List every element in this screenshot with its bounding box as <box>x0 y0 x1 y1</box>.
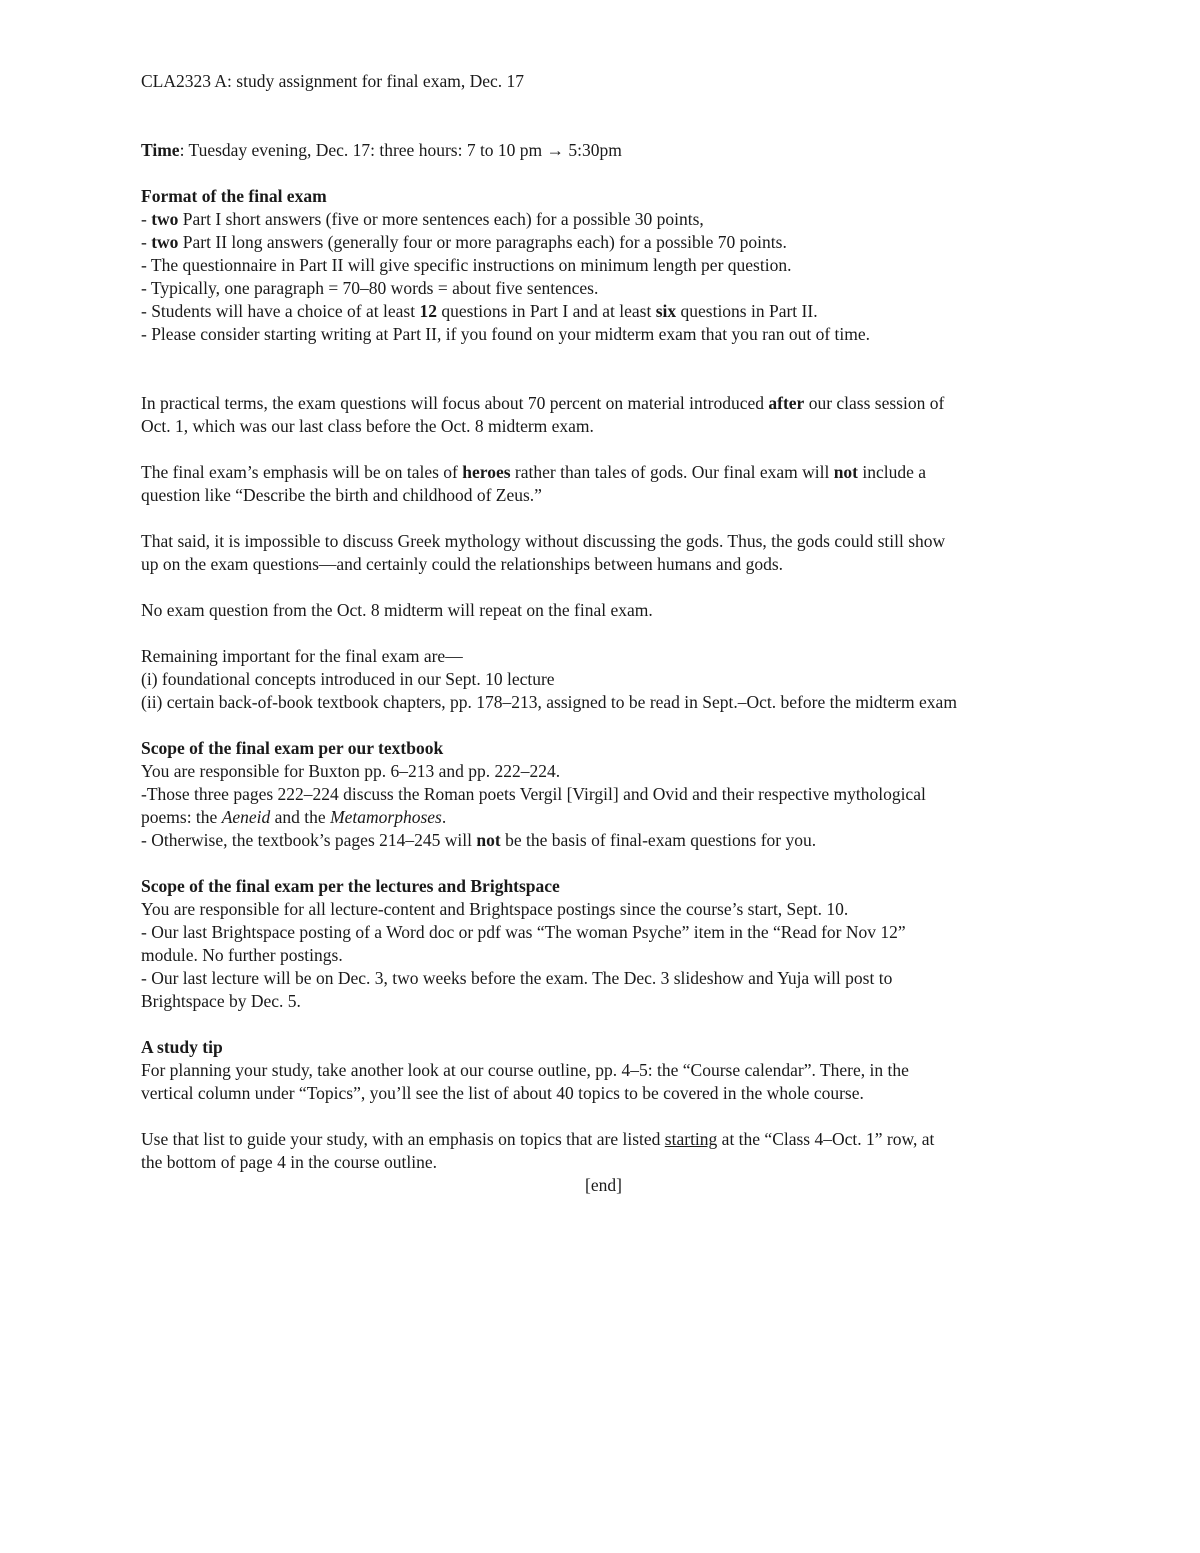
scope-textbook-line-3: poems: the Aeneid and the Metamorphoses. <box>141 807 447 827</box>
scope-textbook-heading: Scope of the final exam per our textbook <box>141 738 444 758</box>
practical-line-1: In practical terms, the exam questions will focus about 70 percent on material introduced after our class session of <box>141 393 945 413</box>
remaining-line-2: (i) foundational concepts introduced in our Sept. 10 lecture <box>141 669 555 689</box>
scope-lectures-heading: Scope of the final exam per the lectures and Brightspace <box>141 876 560 896</box>
format-heading: Format of the final exam <box>141 186 327 206</box>
tip-line-2: vertical column under “Topics”, you’ll see the list of about 40 topics to be covered in the whole course. <box>141 1083 864 1103</box>
scope-lectures-line-4: - Our last lecture will be on Dec. 3, two weeks before the exam. The Dec. 3 slideshow and Yuja will post to <box>141 968 893 988</box>
format-line-3: - The questionnaire in Part II will give specific instructions on minimum length per question. <box>141 255 792 275</box>
norepeat-line: No exam question from the Oct. 8 midterm will repeat on the final exam. <box>141 600 653 620</box>
format-line-6: - Please consider starting writing at Part II, if you found on your midterm exam that you ran out of time. <box>141 324 871 344</box>
format-line-5: - Students will have a choice of at least 12 questions in Part I and at least six questions in Part II. <box>141 301 818 321</box>
time-line <box>141 139 1066 162</box>
uselist-line-1: Use that list to guide your study, with an emphasis on topics that are listed starting at the “Class 4–Oct. 1” row, at <box>141 1129 935 1149</box>
format-line-2: - two Part II long answers (generally four or more paragraphs each) for a possible 70 points. <box>141 232 787 252</box>
time-text: : Tuesday evening, Dec. 17: three hours: 7 to 10 pm → 5:30pm <box>179 140 622 160</box>
time-label: Time <box>141 140 180 160</box>
scope-lectures-line-3: module. No further postings. <box>141 945 343 965</box>
format-line-1: - two Part I short answers (five or more sentences each) for a possible 30 points, <box>141 209 704 229</box>
document-header: CLA2323 A: study assignment for final exam, Dec. 17 <box>141 71 524 91</box>
thatsaid-line-2: up on the exam questions—and certainly could the relationships between humans and gods. <box>141 554 784 574</box>
tip-heading: A study tip <box>141 1037 223 1057</box>
practical-line-2: Oct. 1, which was our last class before the Oct. 8 midterm exam. <box>141 416 594 436</box>
document-page <box>141 70 1066 1197</box>
scope-lectures-line-5: Brightspace by Dec. 5. <box>141 991 301 1011</box>
tip-line-1: For planning your study, take another look at our course outline, pp. 4–5: the “Course calendar”. There, in the <box>141 1060 909 1080</box>
scope-textbook-line-4: - Otherwise, the textbook’s pages 214–245 will not be the basis of final-exam questions for you. <box>141 830 817 850</box>
emphasis-line-2: question like “Describe the birth and childhood of Zeus.” <box>141 485 542 505</box>
thatsaid-line-1: That said, it is impossible to discuss Greek mythology without discussing the gods. Thus, the gods could still show <box>141 531 946 551</box>
format-line-4: - Typically, one paragraph = 70–80 words = about five sentences. <box>141 278 599 298</box>
remaining-line-1: Remaining important for the final exam are— <box>141 646 463 666</box>
end-marker: [end] <box>585 1175 622 1195</box>
scope-lectures-line-2: - Our last Brightspace posting of a Word doc or pdf was “The woman Psyche” item in the “Read for Nov 12” <box>141 922 906 942</box>
scope-lectures-line-1: You are responsible for all lecture-content and Brightspace postings since the course’s start, Sept. 10. <box>141 899 849 919</box>
scope-textbook-line-2: -Those three pages 222–224 discuss the Roman poets Vergil [Virgil] and Ovid and their respective mythological <box>141 784 926 804</box>
scope-textbook-line-1: You are responsible for Buxton pp. 6–213 and pp. 222–224. <box>141 761 561 781</box>
uselist-line-2: the bottom of page 4 in the course outline. <box>141 1152 437 1172</box>
emphasis-line-1: The final exam’s emphasis will be on tales of heroes rather than tales of gods. Our final exam will not include a <box>141 462 927 482</box>
remaining-line-3: (ii) certain back-of-book textbook chapters, pp. 178–213, assigned to be read in Sept.–Oct. before the midterm exam <box>141 692 957 712</box>
